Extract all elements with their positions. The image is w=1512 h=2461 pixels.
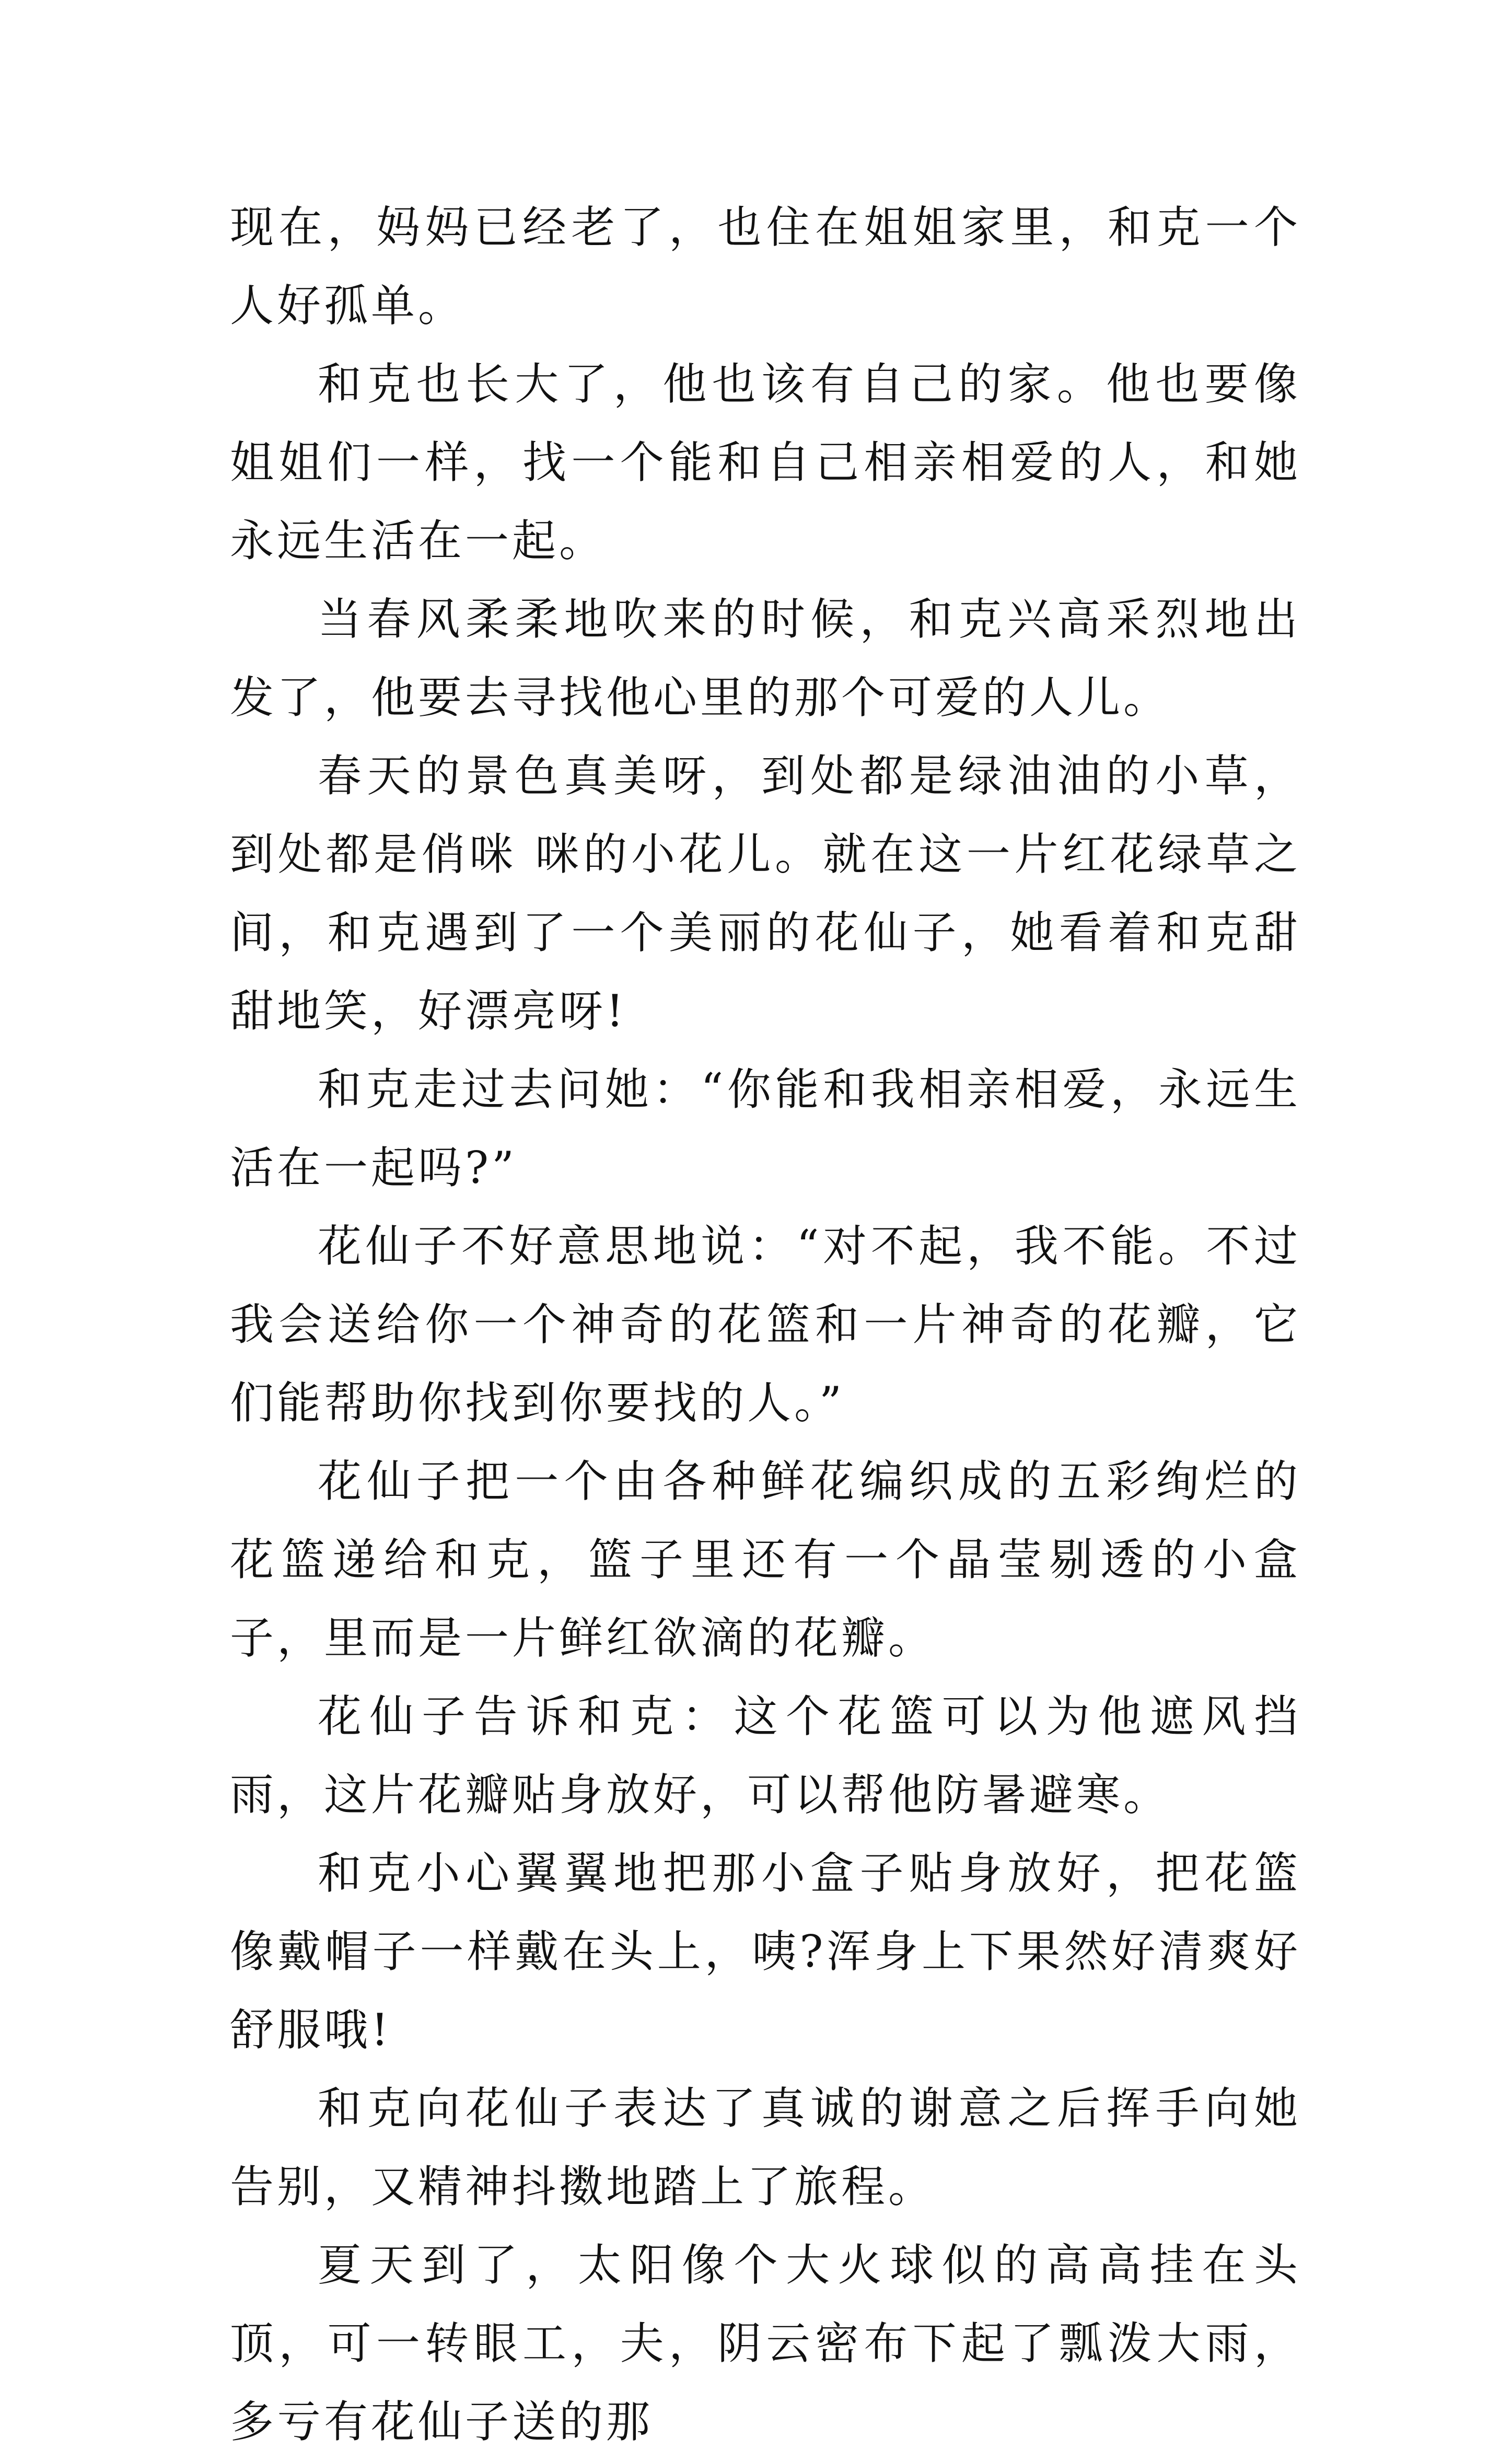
body-text [230,188,1301,2461]
paragraph-5: 和克走过去问她：“你能和我相亲相爱，永远生活在一起吗?” [230,1064,1301,1193]
paragraph-6: 花仙子不好意思地说：“对不起，我不能。不过我会送给你一个神奇的花篮和一片神奇的花瓣，它们能帮助你找到你要找的人。” [230,1221,1301,1429]
paragraph-4: 春天的景色真美呀，到处都是绿油油的小草，到处都是俏咪 咪的小花儿。就在这一片红花绿草之间，和克遇到了一个美丽的花仙子，她看着和克甜甜地笑，好漂亮呀! [230,750,1301,1037]
paragraph-3: 当春风柔柔地吹来的时候，和克兴高采烈地出发了，他要去寻找他心里的那个可爱的人儿。 [230,594,1301,723]
paragraph-9: 和克小心翼翼地把那小盒子贴身放好，把花篮像戴帽子一样戴在头上，咦?浑身上下果然好清爽好舒服哦! [230,1848,1301,2056]
paragraph-11: 夏天到了，太阳像个大火球似的高高挂在头顶，可一转眼工，夫，阴云密布下起了瓢泼大雨，多亏有花仙子送的那 [230,2239,1301,2447]
paragraph-7: 花仙子把一个由各种鲜花编织成的五彩绚烂的花篮递给和克，篮子里还有一个晶莹剔透的小盒子，里而是一片鲜红欲滴的花瓣。 [230,1456,1301,1664]
paragraph-8: 花仙子告诉和克：这个花篮可以为他遮风挡雨，这片花瓣贴身放好，可以帮他防暑避寒。 [230,1691,1301,1820]
paragraph-10: 和克向花仙子表达了真诚的谢意之后挥手向她告别，又精神抖擞地踏上了旅程。 [230,2083,1301,2212]
paragraph-1: 现在，妈妈已经老了，也住在姐姐家里，和克一个人好孤单。 [230,202,1301,331]
paragraph-2: 和克也长大了，他也该有自己的家。他也要像姐姐们一样，找一个能和自己相亲相爱的人，和她永远生活在一起。 [230,358,1301,566]
